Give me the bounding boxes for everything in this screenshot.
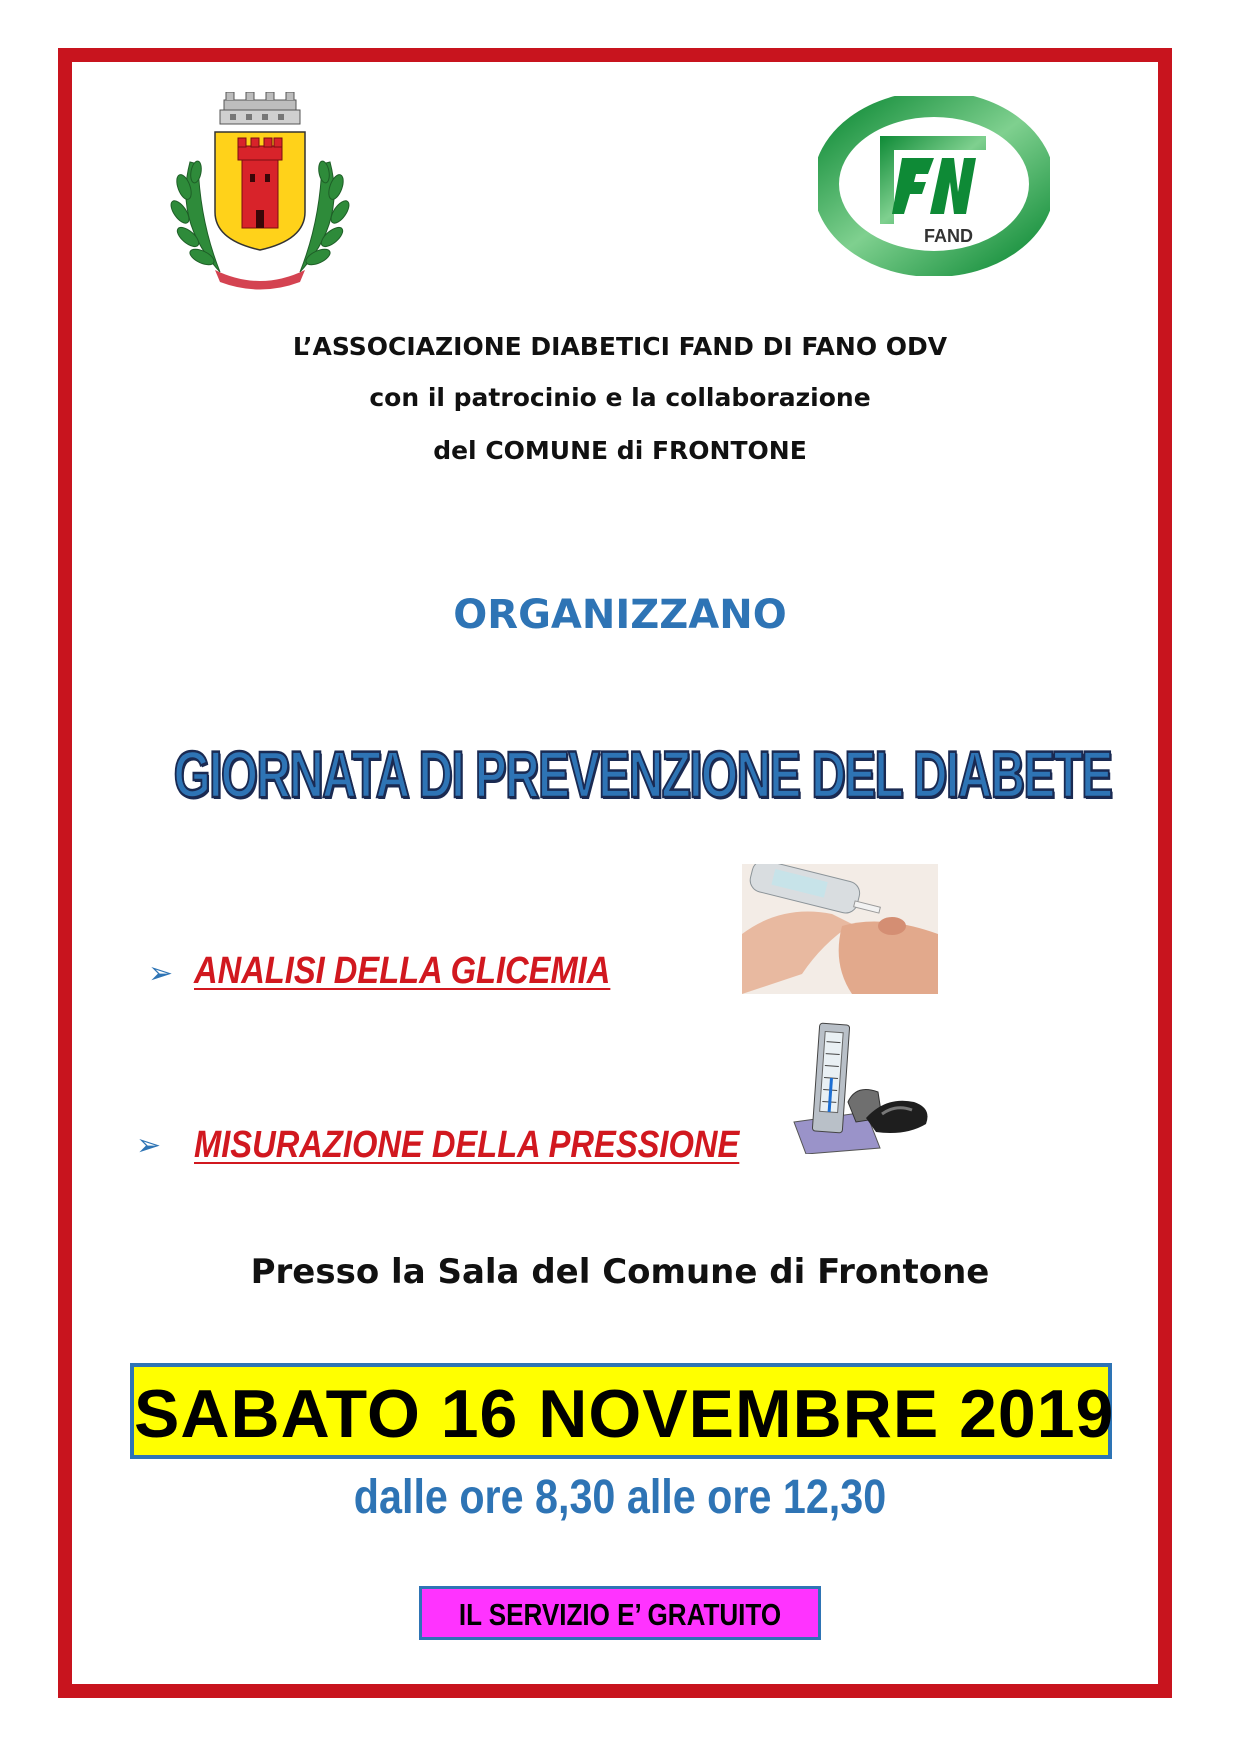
organizzano-heading: ORGANIZZANO	[453, 592, 787, 638]
event-date: SABATO 16 NOVEMBRE 2019	[134, 1376, 1115, 1452]
fand-logo-text: FAND	[924, 226, 973, 246]
date-banner	[130, 1363, 1115, 1459]
event-hours: dalle ore 8,30 alle ore 12,30	[353, 1471, 887, 1524]
intro-line-2: con il patrocinio e la collaborazione	[369, 383, 871, 412]
free-service-badge	[419, 1586, 821, 1640]
service-glycemia: ANALISI DELLA GLICEMIA	[194, 950, 611, 992]
arrow-bullet-icon: ➢	[136, 1129, 162, 1162]
location-text: Presso la Sala del Comune di Frontone	[250, 1252, 990, 1292]
coat-of-arms-logo	[170, 92, 350, 297]
event-headline: GIORNATA DI PREVENZIONE DEL DIABETE	[173, 737, 1112, 811]
free-service-text: IL SERVIZIO E’ GRATUITO	[458, 1597, 782, 1632]
fand-logo	[818, 96, 1050, 276]
arrow-bullet-icon: ➢	[148, 957, 174, 990]
glucose-meter-photo	[742, 864, 938, 994]
intro-line-3: del COMUNE di FRONTONE	[433, 436, 807, 465]
service-blood-pressure: MISURAZIONE DELLA PRESSIONE	[194, 1124, 740, 1166]
blood-pressure-monitor-photo	[786, 1018, 934, 1154]
intro-line-1: L’ASSOCIAZIONE DIABETICI FAND DI FANO ODV	[292, 332, 948, 361]
